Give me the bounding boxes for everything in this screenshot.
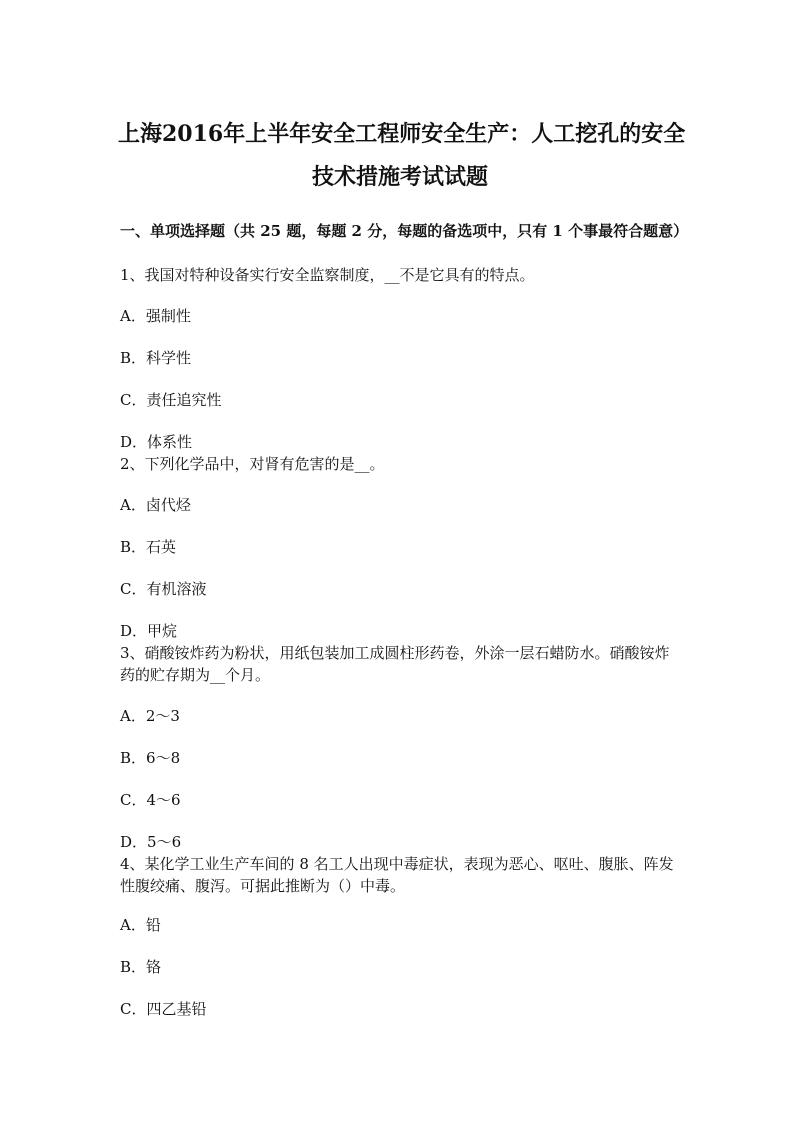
question-1-option-d: D．体系性 [120,433,193,451]
question-1-option-a: A．强制性 [120,307,191,325]
question-2-option-b: B．石英 [120,538,177,556]
question-4-option-c: C．四乙基铅 [120,1000,207,1018]
question-1-text: 1、我国对特种设备实行安全监察制度，__不是它具有的特点。 [120,266,535,284]
question-2-option-a: A．卤代烃 [120,496,191,514]
question-2-text: 2、下列化学品中，对肾有危害的是__。 [120,455,385,473]
question-1-option-b: B．科学性 [120,349,192,367]
question-1-option-c: C．责任追究性 [120,391,222,409]
question-3-option-b: B．6～8 [120,749,181,767]
question-3-option-c: C．4～6 [120,791,181,809]
document-title-line-1: 上海2016年上半年安全工程师安全生产：人工挖孔的安全 [118,121,686,147]
question-2-option-d: D．甲烷 [120,622,178,640]
section-heading: 一、单项选择题（共 25 题，每题 2 分，每题的备选项中，只有 1 个事最符合题意） [120,222,689,240]
question-3-text: 3、硝酸铵炸药为粉状，用纸包装加工成圆柱形药卷，外涂一层石蜡防水。硝酸铵炸药的贮存期为__个月。 [120,644,670,684]
question-4-text: 4、某化学工业生产车间的 8 名工人出现中毒症状，表现为恶心、呕吐、腹胀、阵发性腹绞痛、腹泻。可据此推断为（）中毒。 [120,855,674,895]
document-title-line-2: 技术措施考试试题 [311,164,488,190]
question-3-option-a: A．2～3 [120,707,180,725]
question-4-option-a: A．铅 [120,916,161,934]
question-2-option-c: C．有机溶液 [120,580,207,598]
question-4-option-b: B．铬 [120,958,162,976]
question-3-option-d: D．5～6 [120,833,182,851]
